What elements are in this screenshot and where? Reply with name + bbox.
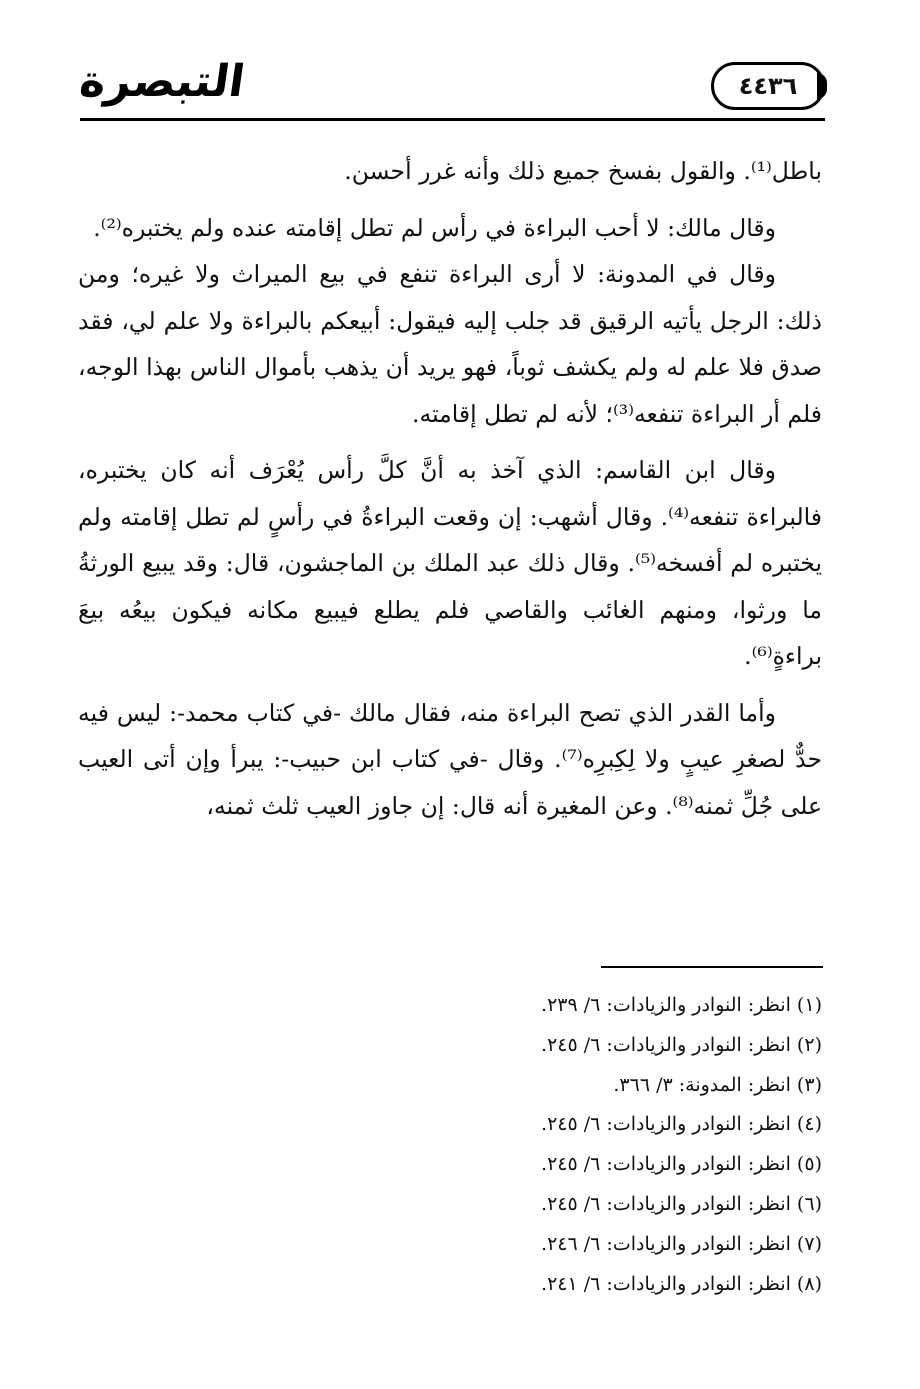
paragraph: وأما القدر الذي تصح البراءة منه، فقال مالك -في كتاب محمد-: ليس فيه حدٌّ لصغرِ عيبٍ ولا لِكِبرِه⁽⁷⁾. وقال -في كتاب ابن حبيب-: يبرأ وإن أتى العيب على جُلِّ ثمنه⁽⁸⁾. وعن المغيرة أنه قال: إن جاوز العيب ثلث ثمنه، bbox=[78, 698, 822, 820]
footnote: (٦) انظر: النوادر والزيادات: ٦/ ٢٤٥. bbox=[541, 1192, 822, 1215]
footnote-separator bbox=[601, 966, 823, 968]
footnote: (٣) انظر: المدونة: ٣/ ٣٦٦. bbox=[613, 1073, 822, 1096]
footnotes bbox=[78, 986, 822, 1304]
page-number: ٤٤٣٦ bbox=[738, 72, 798, 100]
footnote: (٨) انظر: النوادر والزيادات: ٦/ ٢٤١. bbox=[541, 1272, 822, 1295]
paragraph: باطل⁽¹⁾. والقول بفسخ جميع ذلك وأنه غرر أحسن. bbox=[344, 157, 822, 185]
paragraph: وقال في المدونة: لا أرى البراءة تنفع في بيع الميراث ولا غيره؛ ومن ذلك: الرجل يأتيه الرقيق قد جلب إليه فيقول: أبيعكم بالبراءة ولا علم لي، فقد صدق فلا علم له ولم يكشف ثوباً، فهو يريد أن يذهب بأموال الناس بهذا الوجه، فلم أر البراءة تنفعه⁽³⁾؛ لأنه لم تطل إقامته. bbox=[78, 260, 822, 428]
running-title: التبصرة bbox=[76, 56, 248, 107]
main-text bbox=[78, 148, 822, 829]
page-number-badge bbox=[711, 62, 825, 110]
footnote: (٧) انظر: النوادر والزيادات: ٦/ ٢٤٦. bbox=[541, 1232, 822, 1255]
footnote: (١) انظر: النوادر والزيادات: ٦/ ٢٣٩. bbox=[541, 994, 822, 1016]
paragraph: وقال ابن القاسم: الذي آخذ به أنَّ كلَّ رأس يُعْرَف أنه كان يختبره، فالبراءة تنفعه⁽⁴⁾. وقال أشهب: إن وقعت البراءةُ في رأسٍ لم تطل إقامته ولم يختبره لم أفسخه⁽⁵⁾. وقال ذلك عبد الملك بن الماجشون، قال: وقد يبيع الورثةُ ما ورثوا، ومنهم الغائب والقاصي فلم يطلع فيبيع مكانه فيكون بيعُه بيعَ براءةٍ⁽⁶⁾. bbox=[78, 456, 822, 670]
footnote: (٥) انظر: النوادر والزيادات: ٦/ ٢٤٥. bbox=[541, 1153, 822, 1176]
footnote: (٢) انظر: النوادر والزيادات: ٦/ ٢٤٥. bbox=[541, 1033, 822, 1056]
header-rule bbox=[80, 118, 825, 121]
page-header bbox=[76, 52, 825, 124]
footnote: (٤) انظر: النوادر والزيادات: ٦/ ٢٤٥. bbox=[541, 1113, 822, 1136]
paragraph: وقال مالك: لا أحب البراءة في رأس لم تطل إقامته عنده ولم يختبره⁽²⁾. bbox=[93, 213, 776, 242]
